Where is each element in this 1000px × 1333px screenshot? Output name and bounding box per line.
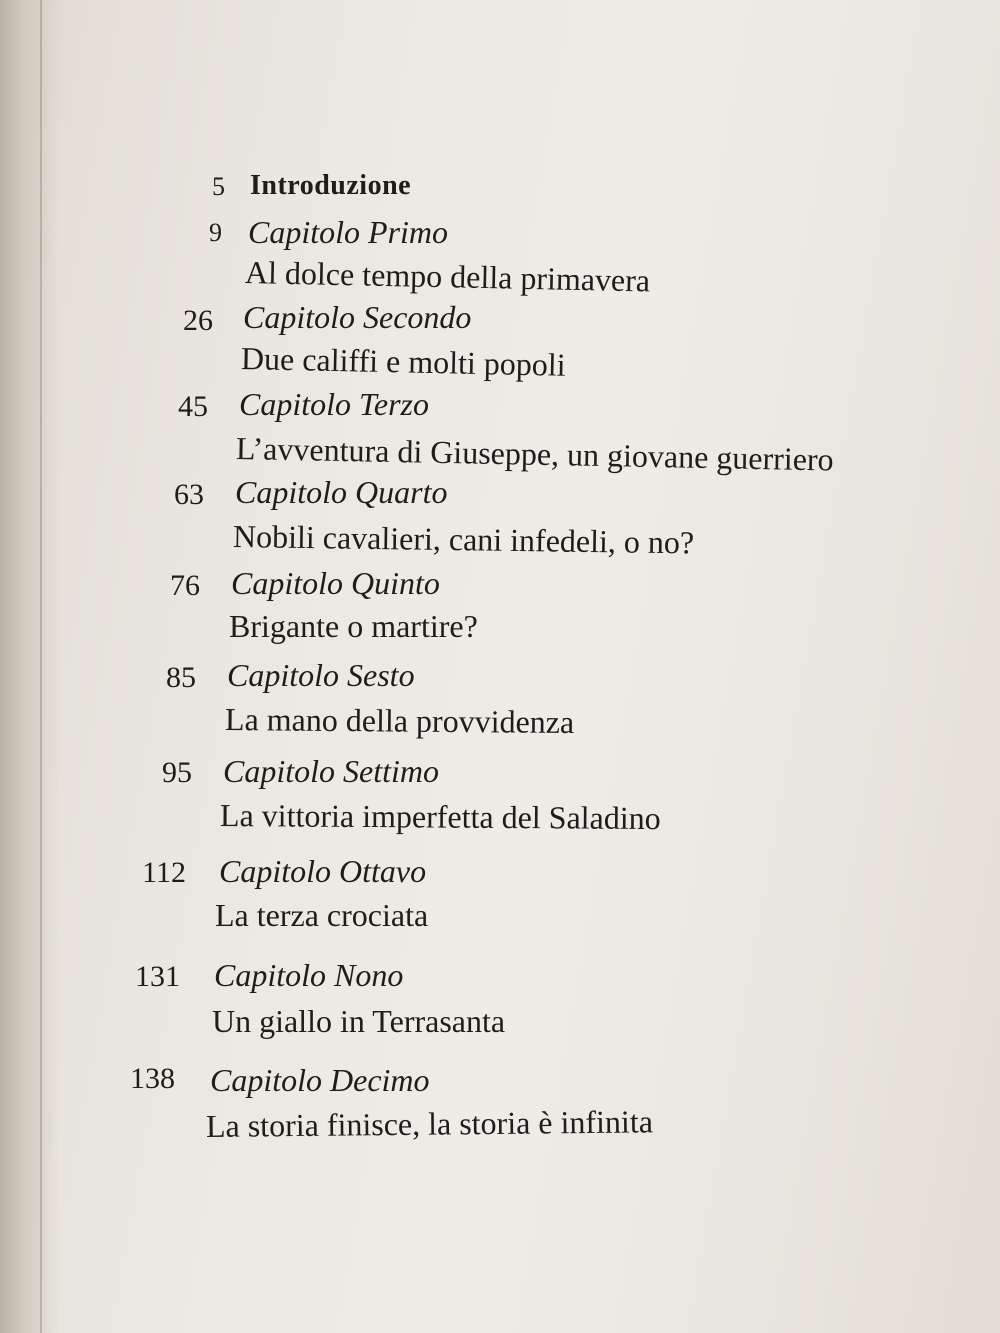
toc-page-number: 131 — [135, 960, 180, 993]
toc-chapter-label: Capitolo Quinto — [231, 565, 440, 601]
toc-chapter-title: Due califfi e molti popoli — [240, 340, 566, 383]
toc-chapter-label: Capitolo Ottavo — [219, 853, 427, 889]
toc-page-number: 63 — [174, 478, 204, 511]
toc-page-number: 85 — [166, 661, 196, 694]
toc-chapter-title: Brigante o martire? — [229, 608, 478, 644]
toc-page-number: 76 — [170, 569, 200, 602]
toc-chapter-title: La vittoria imperfetta del Saladino — [219, 797, 661, 837]
toc-chapter-title: Al dolce tempo della primavera — [244, 254, 651, 299]
toc-page-number: 45 — [178, 390, 208, 423]
toc-page-number: 5 — [212, 172, 225, 201]
toc-page-number: 138 — [130, 1062, 175, 1095]
toc-chapter-title: La mano della provvidenza — [224, 701, 575, 741]
toc-page-number: 9 — [209, 218, 222, 247]
toc-chapter-title: La terza crociata — [215, 897, 429, 933]
toc-chapter-label: Capitolo Sesto — [227, 657, 415, 693]
toc-chapter-label: Capitolo Settimo — [223, 753, 439, 789]
toc-chapter-label: Capitolo Secondo — [243, 299, 472, 335]
toc-chapter-label: Capitolo Primo — [248, 214, 449, 250]
toc-chapter-title: Nobili cavalieri, cani infedeli, o no? — [232, 518, 695, 561]
toc-chapter-label: Capitolo Terzo — [239, 386, 429, 422]
toc-chapter-label: Capitolo Nono — [214, 957, 404, 993]
toc-page-number: 95 — [162, 756, 192, 789]
toc-chapter-title: La storia finisce, la storia è infinita — [205, 1103, 654, 1144]
toc-entry-title: Introduzione — [250, 170, 412, 201]
toc-page-number: 112 — [142, 856, 186, 889]
toc-chapter-title: Un giallo in Terrasanta — [212, 1003, 506, 1039]
toc-page-number: 26 — [183, 304, 213, 337]
toc-chapter-title: L’avventura di Giuseppe, un giovane guerriero — [235, 430, 834, 478]
toc-chapter-label: Capitolo Quarto — [235, 474, 448, 510]
toc-chapter-label: Capitolo Decimo — [210, 1062, 430, 1098]
